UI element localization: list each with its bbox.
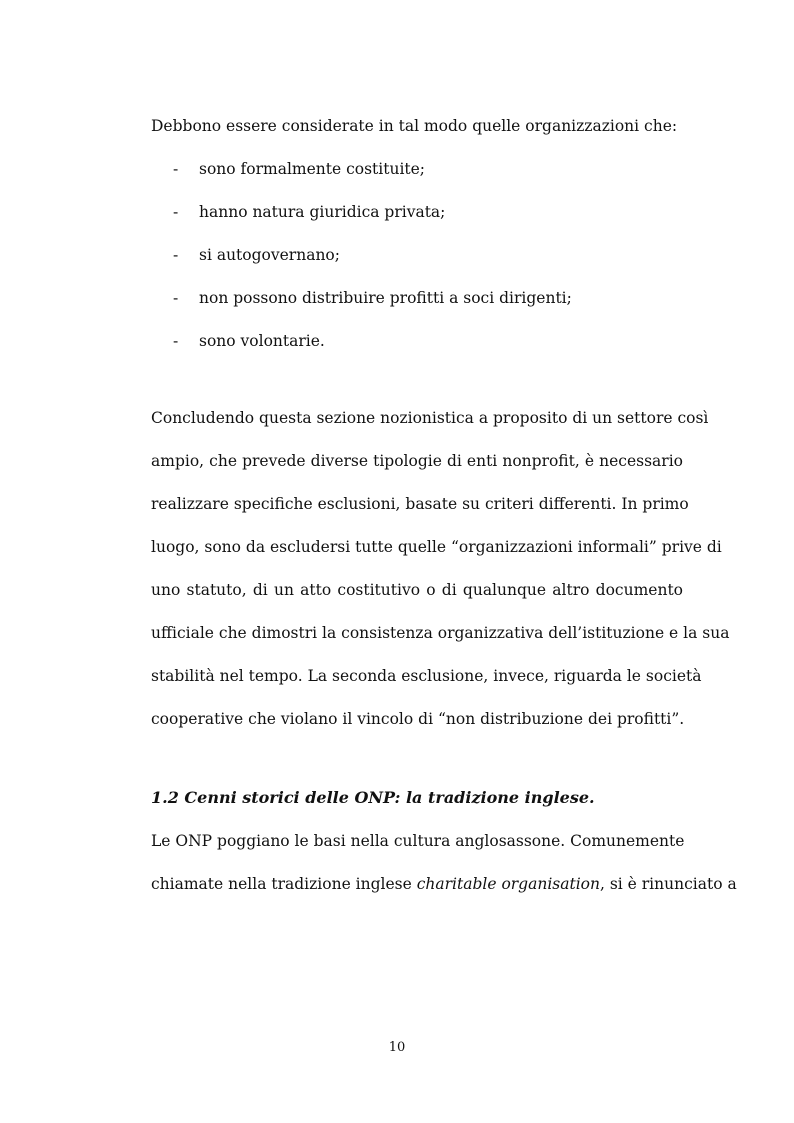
italic-term: charitable organisation: [416, 875, 600, 893]
bullet-item: hanno natura giuridica privata;: [199, 203, 446, 221]
paragraph-line: stabilità nel tempo. La seconda esclusione, invece, riguarda le società: [151, 667, 702, 685]
section-line: Le ONP poggiano le basi nella cultura anglosassone. Comunemente: [151, 832, 685, 850]
section-line: [151, 874, 737, 894]
bullet-marker: -: [173, 289, 179, 307]
bullet-marker: -: [173, 246, 179, 264]
section-heading: 1.2 Cenni storici delle ONP: la tradizione inglese.: [151, 788, 595, 807]
paragraph-line: uno statuto, di un atto costitutivo o di qualunque altro documento: [151, 581, 683, 599]
paragraph-line: Concludendo questa sezione nozionistica a proposito di un settore così: [151, 409, 709, 427]
paragraph-line: ufficiale che dimostri la consistenza organizzativa dell’istituzione e la sua: [151, 624, 730, 642]
paragraph-line: cooperative che violano il vincolo di “non distribuzione dei profitti”.: [151, 710, 685, 728]
text-run: , si è rinunciato a: [599, 875, 737, 893]
bullet-marker: -: [173, 203, 179, 221]
bullet-item: non possono distribuire profitti a soci dirigenti;: [199, 289, 572, 307]
paragraph-line: realizzare specifiche esclusioni, basate su criteri differenti. In primo: [151, 495, 689, 513]
bullet-item: si autogovernano;: [199, 246, 340, 264]
bullet-marker: -: [173, 160, 179, 178]
text-run: chiamate nella tradizione inglese: [151, 875, 417, 893]
bullet-marker: -: [173, 332, 179, 350]
paragraph-line: luogo, sono da escludersi tutte quelle “organizzazioni informali” prive di: [151, 538, 722, 556]
paragraph-line: ampio, che prevede diverse tipologie di enti nonprofit, è necessario: [151, 452, 683, 470]
page-number: 10: [388, 1040, 406, 1055]
bullet-item: sono volontarie.: [199, 332, 325, 350]
bullet-item: sono formalmente costituite;: [199, 160, 426, 178]
intro-line: Debbono essere considerate in tal modo quelle organizzazioni che:: [151, 117, 678, 135]
